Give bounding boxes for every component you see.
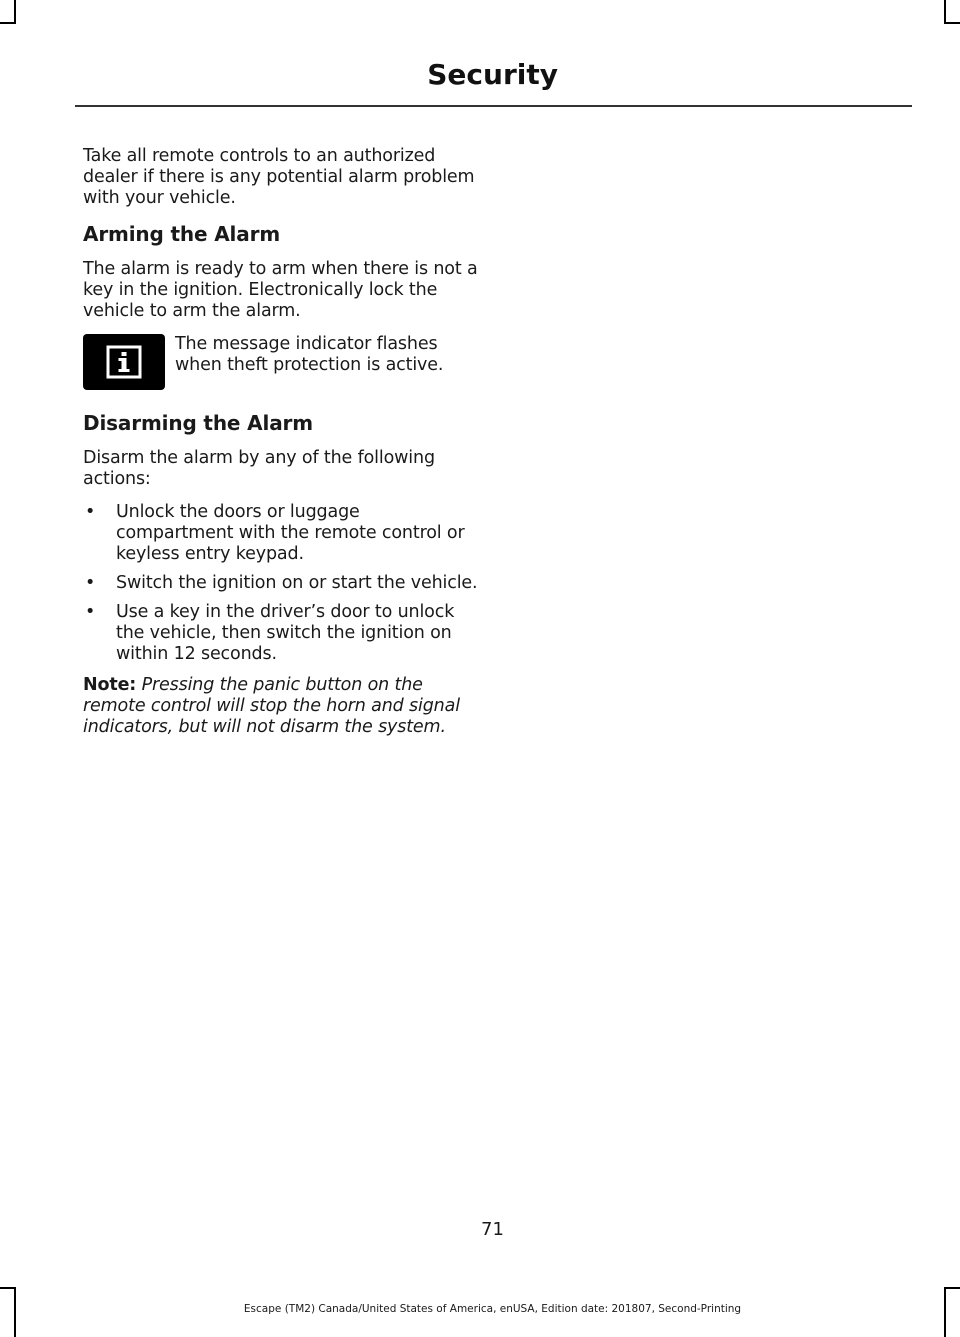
bullet-icon: •	[85, 573, 96, 593]
crop-mark	[0, 1287, 16, 1289]
list-item-text: Use a key in the driver’s door to unlock the vehicle, then switch the ignition on within 12 seconds.	[116, 602, 455, 664]
crop-mark	[0, 22, 16, 24]
page-number: 71	[481, 1219, 504, 1240]
list-item-text: Unlock the doors or luggage compartment with the remote control or keyless entry keypad.	[116, 502, 465, 564]
crop-mark	[944, 1287, 960, 1289]
arming-heading: Arming the Alarm	[83, 222, 281, 246]
disarm-actions-list	[83, 502, 478, 665]
bullet-icon: •	[85, 502, 96, 522]
list-item	[83, 573, 478, 594]
page-title: Security	[427, 58, 558, 91]
intro-paragraph: Take all remote controls to an authorized dealer if there is any potential alarm problem with your vehicle.	[83, 146, 475, 208]
list-item	[83, 602, 478, 665]
disarming-paragraph: Disarm the alarm by any of the following actions:	[83, 448, 435, 489]
header-divider	[75, 105, 912, 107]
note-label: Note:	[83, 675, 137, 695]
list-item-text: Switch the ignition on or start the vehicle.	[116, 573, 478, 593]
page-footer: Escape (TM2) Canada/United States of America, enUSA, Edition date: 201807, Second-Printing	[243, 1303, 742, 1315]
bullet-icon: •	[85, 602, 96, 622]
list-item	[83, 502, 478, 565]
crop-mark	[944, 0, 946, 22]
crop-mark	[944, 22, 960, 24]
information-indicator-icon	[83, 334, 165, 390]
crop-mark	[14, 0, 16, 22]
message-indicator-row	[83, 334, 478, 390]
note-text: Pressing the panic button on the remote control will stop the horn and signal indicators, but will not disarm the system.	[83, 675, 460, 737]
note-paragraph	[83, 675, 478, 738]
main-column	[83, 146, 478, 750]
arming-paragraph: The alarm is ready to arm when there is not a key in the ignition. Electronically lock the vehicle to arm the alarm.	[83, 259, 478, 321]
indicator-paragraph: The message indicator flashes when theft protection is active.	[175, 334, 444, 375]
disarming-heading: Disarming the Alarm	[83, 411, 313, 435]
